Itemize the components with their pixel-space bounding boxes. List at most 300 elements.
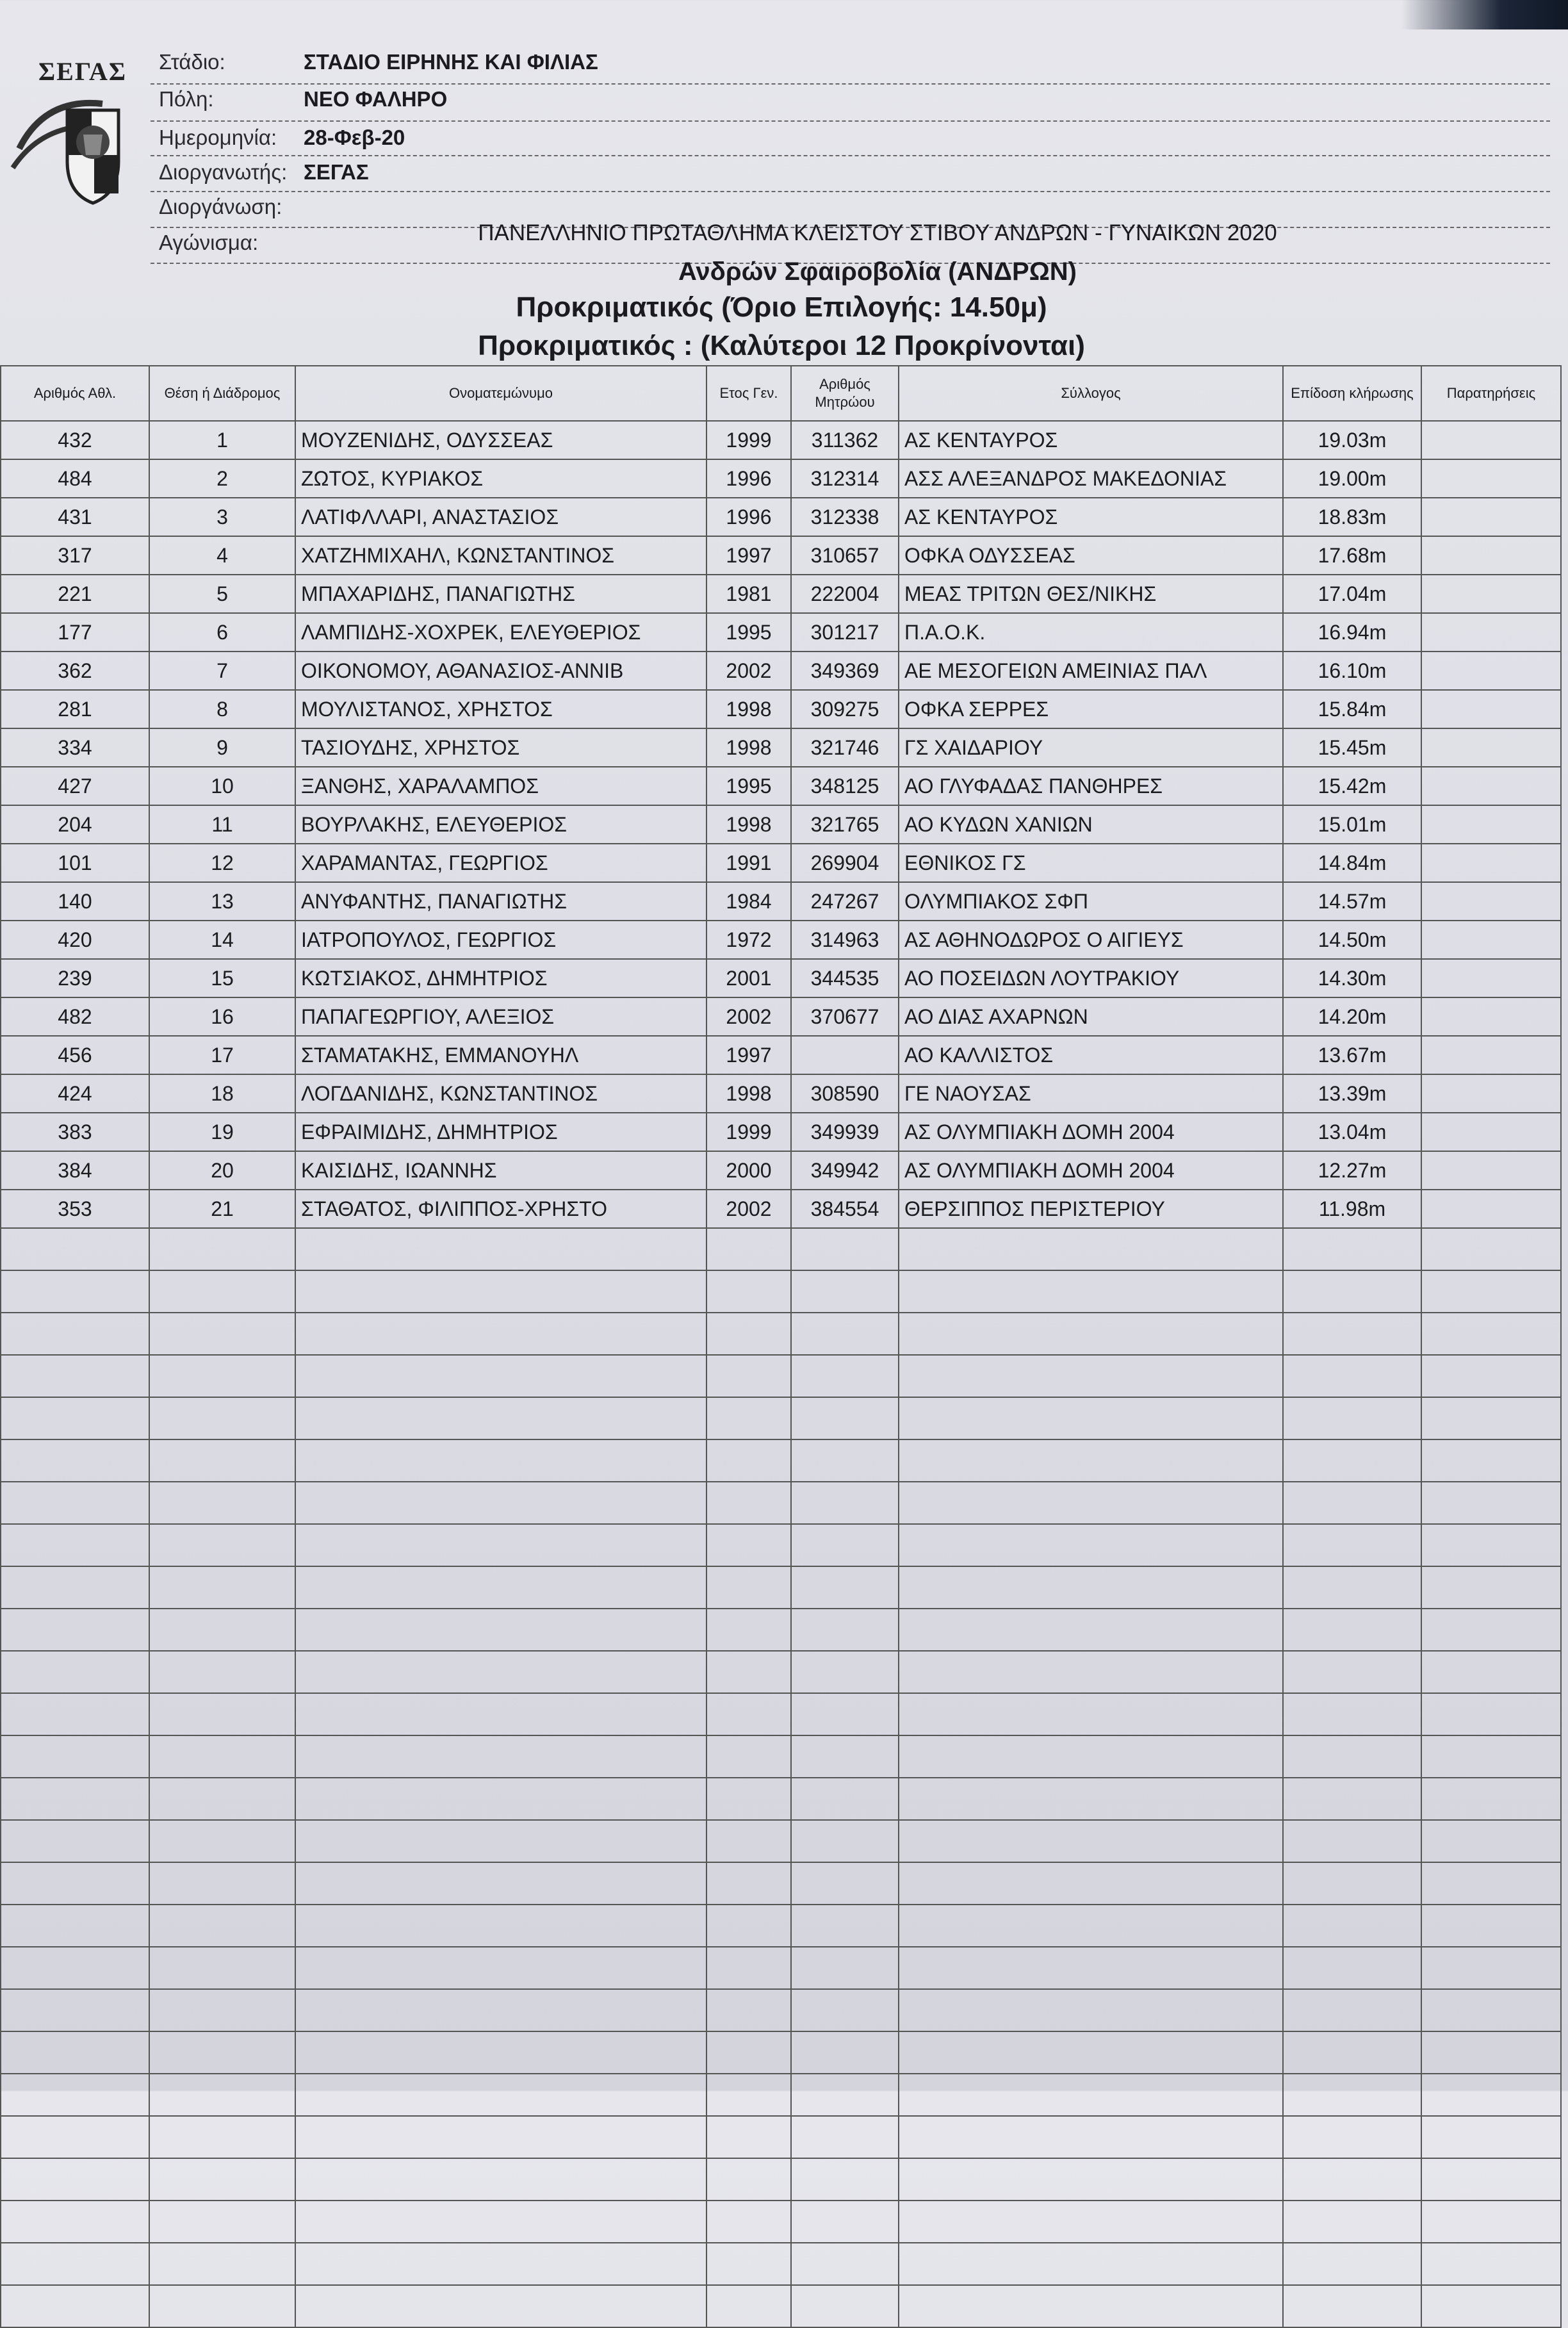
meta-divider — [151, 120, 1550, 123]
athlete-birth-year: 1998 — [706, 690, 791, 728]
athlete-club: ΑΣ ΑΘΗΝΟΔΩΡΟΣ Ο ΑΙΓΙΕΥΣ — [899, 921, 1283, 959]
table-row — [1, 1074, 1561, 1113]
athlete-birth-year: 1981 — [706, 575, 791, 613]
athlete-bib: 383 — [1, 1113, 149, 1151]
empty-cell — [1, 1524, 149, 1566]
empty-cell — [1421, 2201, 1561, 2243]
empty-cell — [149, 1524, 295, 1566]
table-row — [1, 882, 1561, 921]
athlete-club: ΑΕ ΜΕΣΟΓΕΙΩΝ ΑΜΕΙΝΙΑΣ ΠΑΛ — [899, 652, 1283, 690]
athlete-registration: 321746 — [791, 728, 899, 767]
athlete-club: ΕΘΝΙΚΟΣ ΓΣ — [899, 844, 1283, 882]
empty-table-row — [1, 1439, 1561, 1482]
empty-table-row — [1, 1693, 1561, 1735]
empty-cell — [791, 2074, 899, 2116]
athlete-club: ΟΦΚΑ ΣΕΡΡΕΣ — [899, 690, 1283, 728]
athlete-birth-year: 1998 — [706, 805, 791, 844]
athlete-position: 9 — [149, 728, 295, 767]
empty-cell — [791, 1820, 899, 1862]
empty-cell — [295, 2158, 706, 2201]
athlete-name: ΒΟΥΡΛΑΚΗΣ, ΕΛΕΥΘΕΡΙΟΣ — [295, 805, 706, 844]
col-header-notes: Παρατηρήσεις — [1421, 366, 1561, 421]
empty-cell — [1421, 1609, 1561, 1651]
empty-cell — [899, 1228, 1283, 1270]
table-row — [1, 1151, 1561, 1190]
athlete-bib: 101 — [1, 844, 149, 882]
empty-table-row — [1, 1313, 1561, 1355]
empty-cell — [706, 1989, 791, 2031]
table-row — [1, 1190, 1561, 1228]
table-row — [1, 690, 1561, 728]
date-label: Ημερομηνία: — [159, 126, 277, 149]
athlete-birth-year: 2002 — [706, 1190, 791, 1228]
empty-cell — [1421, 1313, 1561, 1355]
empty-cell — [791, 1270, 899, 1313]
athlete-mark: 15.42m — [1283, 767, 1421, 805]
meta-divider — [151, 83, 1550, 86]
athlete-club: ΘΕΡΣΙΠΠΟΣ ΠΕΡΙΣΤΕΡΙΟΥ — [899, 1190, 1283, 1228]
athlete-mark: 11.98m — [1283, 1190, 1421, 1228]
athlete-notes — [1421, 690, 1561, 728]
athlete-name: ΤΑΣΙΟΥΔΗΣ, ΧΡΗΣΤΟΣ — [295, 728, 706, 767]
athlete-mark: 14.84m — [1283, 844, 1421, 882]
empty-cell — [295, 1862, 706, 1905]
empty-cell — [149, 1778, 295, 1820]
athlete-position: 2 — [149, 459, 295, 498]
empty-cell — [791, 1947, 899, 1989]
organizer-label: Διοργανωτής: — [159, 160, 288, 184]
empty-cell — [706, 2201, 791, 2243]
empty-cell — [706, 1862, 791, 1905]
empty-cell — [899, 1693, 1283, 1735]
empty-table-row — [1, 2074, 1561, 2116]
athlete-mark: 14.57m — [1283, 882, 1421, 921]
athlete-club: ΑΣ ΟΛΥΜΠΙΑΚΗ ΔΟΜΗ 2004 — [899, 1113, 1283, 1151]
athlete-registration — [791, 1036, 899, 1074]
empty-cell — [1283, 1482, 1421, 1524]
athlete-club: ΑΣΣ ΑΛΕΞΑΝΔΡΟΣ ΜΑΚΕΔΟΝΙΑΣ — [899, 459, 1283, 498]
athlete-birth-year: 2001 — [706, 959, 791, 997]
athlete-notes — [1421, 997, 1561, 1036]
empty-cell — [1283, 2201, 1421, 2243]
empty-cell — [1283, 1989, 1421, 2031]
empty-cell — [706, 1735, 791, 1778]
athlete-birth-year: 1996 — [706, 498, 791, 536]
empty-cell — [1, 1482, 149, 1524]
empty-table-row — [1, 2158, 1561, 2201]
empty-cell — [899, 1989, 1283, 2031]
athlete-club: ΟΦΚΑ ΟΔΥΣΣΕΑΣ — [899, 536, 1283, 575]
empty-cell — [706, 1693, 791, 1735]
table-row — [1, 921, 1561, 959]
athlete-notes — [1421, 421, 1561, 459]
empty-cell — [1421, 1693, 1561, 1735]
empty-cell — [149, 1609, 295, 1651]
empty-cell — [791, 1693, 899, 1735]
athlete-notes — [1421, 613, 1561, 652]
empty-cell — [1421, 2285, 1561, 2327]
city-label: Πόλη: — [159, 87, 214, 111]
empty-cell — [899, 1397, 1283, 1439]
empty-cell — [791, 1778, 899, 1820]
empty-cell — [1283, 1228, 1421, 1270]
athlete-position: 7 — [149, 652, 295, 690]
athlete-mark: 17.04m — [1283, 575, 1421, 613]
athlete-bib: 140 — [1, 882, 149, 921]
empty-cell — [295, 2116, 706, 2158]
athlete-position: 20 — [149, 1151, 295, 1190]
empty-cell — [791, 1355, 899, 1397]
athlete-mark: 15.01m — [1283, 805, 1421, 844]
empty-cell — [899, 1482, 1283, 1524]
empty-cell — [149, 2074, 295, 2116]
athlete-bib: 221 — [1, 575, 149, 613]
organizer-value: ΣΕΓΑΣ — [304, 160, 369, 184]
empty-cell — [295, 2031, 706, 2074]
athlete-mark: 13.39m — [1283, 1074, 1421, 1113]
athlete-notes — [1421, 767, 1561, 805]
empty-cell — [899, 1651, 1283, 1693]
empty-cell — [149, 1693, 295, 1735]
athlete-bib: 427 — [1, 767, 149, 805]
athlete-bib: 384 — [1, 1151, 149, 1190]
empty-cell — [1283, 1693, 1421, 1735]
empty-cell — [149, 1355, 295, 1397]
empty-cell — [1283, 1778, 1421, 1820]
empty-cell — [149, 1228, 295, 1270]
athlete-mark: 15.84m — [1283, 690, 1421, 728]
athlete-name: ΑΝΥΦΑΝΤΗΣ, ΠΑΝΑΓΙΩΤΗΣ — [295, 882, 706, 921]
qualifying-limit: Προκριματικός (Όριο Επιλογής: 14.50μ) — [516, 291, 1047, 323]
athlete-mark: 14.30m — [1283, 959, 1421, 997]
competition-title: ΠΑΝΕΛΛΗΝΙΟ ΠΡΩΤΑΘΛΗΜΑ ΚΛΕΙΣΤΟΥ ΣΤΙΒΟΥ ΑΝΔΡΩΝ - ΓΥΝΑΙΚΩΝ 2020 — [478, 220, 1277, 245]
athlete-bib: 482 — [1, 997, 149, 1036]
empty-cell — [899, 1313, 1283, 1355]
empty-cell — [1283, 1524, 1421, 1566]
athlete-name: ΛΑΜΠΙΔΗΣ-ΧΟΧΡΕΚ, ΕΛΕΥΘΕΡΙΟΣ — [295, 613, 706, 652]
athlete-registration: 312314 — [791, 459, 899, 498]
empty-cell — [706, 1905, 791, 1947]
athlete-birth-year: 1996 — [706, 459, 791, 498]
empty-cell — [791, 2285, 899, 2327]
athlete-position: 19 — [149, 1113, 295, 1151]
athlete-position: 15 — [149, 959, 295, 997]
athlete-registration: 321765 — [791, 805, 899, 844]
empty-cell — [791, 2243, 899, 2285]
empty-table-row — [1, 2201, 1561, 2243]
athlete-position: 21 — [149, 1190, 295, 1228]
empty-cell — [899, 2031, 1283, 2074]
athlete-position: 17 — [149, 1036, 295, 1074]
athlete-registration: 348125 — [791, 767, 899, 805]
athlete-bib: 431 — [1, 498, 149, 536]
empty-cell — [1283, 1905, 1421, 1947]
empty-cell — [149, 1482, 295, 1524]
table-header-row — [1, 366, 1561, 421]
col-header-name: Ονοματεμώνυμο — [295, 366, 706, 421]
empty-cell — [1, 2201, 149, 2243]
empty-cell — [295, 1905, 706, 1947]
empty-cell — [899, 2116, 1283, 2158]
empty-cell — [1, 2116, 149, 2158]
empty-cell — [706, 1778, 791, 1820]
empty-cell — [1, 1313, 149, 1355]
athlete-birth-year: 1998 — [706, 1074, 791, 1113]
athlete-birth-year: 1997 — [706, 1036, 791, 1074]
empty-cell — [706, 1482, 791, 1524]
empty-cell — [899, 1947, 1283, 1989]
empty-cell — [149, 1947, 295, 1989]
athlete-position: 4 — [149, 536, 295, 575]
athlete-name: ΙΑΤΡΟΠΟΥΛΟΣ, ΓΕΩΡΓΙΟΣ — [295, 921, 706, 959]
athlete-birth-year: 2002 — [706, 997, 791, 1036]
stadium-label: Στάδιο: — [159, 50, 225, 74]
empty-cell — [899, 1566, 1283, 1609]
athlete-name: ΞΑΝΘΗΣ, ΧΑΡΑΛΑΜΠΟΣ — [295, 767, 706, 805]
empty-cell — [706, 2285, 791, 2327]
empty-table-row — [1, 2031, 1561, 2074]
empty-cell — [1, 1947, 149, 1989]
athlete-position: 18 — [149, 1074, 295, 1113]
empty-cell — [149, 1397, 295, 1439]
empty-cell — [295, 1693, 706, 1735]
athlete-registration: 269904 — [791, 844, 899, 882]
athlete-name: ΧΑΤΖΗΜΙΧΑΗΛ, ΚΩΝΣΤΑΝΤΙΝΟΣ — [295, 536, 706, 575]
empty-table-row — [1, 1947, 1561, 1989]
empty-cell — [1283, 2031, 1421, 2074]
empty-cell — [149, 2031, 295, 2074]
athlete-registration: 310657 — [791, 536, 899, 575]
empty-cell — [1283, 1947, 1421, 1989]
empty-cell — [1, 2158, 149, 2201]
empty-cell — [899, 1270, 1283, 1313]
segas-logo-text: ΣΕΓΑΣ — [38, 57, 127, 86]
empty-cell — [295, 1313, 706, 1355]
empty-cell — [1421, 1905, 1561, 1947]
col-header-club: Σύλλογος — [899, 366, 1283, 421]
empty-cell — [706, 2031, 791, 2074]
athlete-club: ΓΕ ΝΑΟΥΣΑΣ — [899, 1074, 1283, 1113]
table-row — [1, 575, 1561, 613]
empty-cell — [1421, 1524, 1561, 1566]
empty-cell — [1, 1693, 149, 1735]
meta-divider — [151, 155, 1550, 158]
athlete-name: ΛΟΓΔΑΝΙΔΗΣ, ΚΩΝΣΤΑΝΤΙΝΟΣ — [295, 1074, 706, 1113]
empty-cell — [1, 1439, 149, 1482]
empty-cell — [1421, 1820, 1561, 1862]
athlete-bib: 204 — [1, 805, 149, 844]
athlete-position: 6 — [149, 613, 295, 652]
meta-divider — [151, 191, 1550, 193]
athlete-birth-year: 1984 — [706, 882, 791, 921]
athlete-bib: 362 — [1, 652, 149, 690]
athlete-position: 12 — [149, 844, 295, 882]
empty-cell — [1421, 1947, 1561, 1989]
athlete-bib: 177 — [1, 613, 149, 652]
athlete-mark: 15.45m — [1283, 728, 1421, 767]
empty-cell — [899, 2243, 1283, 2285]
empty-cell — [706, 1947, 791, 1989]
table-row — [1, 767, 1561, 805]
empty-cell — [295, 1355, 706, 1397]
empty-cell — [706, 1228, 791, 1270]
athlete-notes — [1421, 844, 1561, 882]
athlete-bib: 484 — [1, 459, 149, 498]
table-row — [1, 459, 1561, 498]
results-table — [0, 365, 1562, 2328]
table-row — [1, 498, 1561, 536]
empty-cell — [1283, 2243, 1421, 2285]
table-row — [1, 959, 1561, 997]
empty-cell — [1, 1735, 149, 1778]
empty-cell — [1283, 1609, 1421, 1651]
empty-cell — [899, 1778, 1283, 1820]
table-row — [1, 844, 1561, 882]
athlete-position: 8 — [149, 690, 295, 728]
empty-table-row — [1, 1566, 1561, 1609]
empty-cell — [1421, 1482, 1561, 1524]
empty-cell — [899, 2201, 1283, 2243]
empty-cell — [149, 1439, 295, 1482]
empty-cell — [1, 1566, 149, 1609]
athlete-notes — [1421, 805, 1561, 844]
competition-label: Διοργάνωση: — [159, 195, 282, 218]
empty-cell — [1421, 1439, 1561, 1482]
athlete-club: Π.Α.Ο.Κ. — [899, 613, 1283, 652]
empty-table-row — [1, 1862, 1561, 1905]
empty-cell — [791, 1566, 899, 1609]
empty-cell — [295, 1270, 706, 1313]
empty-cell — [791, 1313, 899, 1355]
empty-cell — [1421, 1355, 1561, 1397]
empty-cell — [899, 1820, 1283, 1862]
empty-table-row — [1, 1609, 1561, 1651]
athlete-birth-year: 1991 — [706, 844, 791, 882]
athlete-name: ΖΩΤΟΣ, ΚΥΡΙΑΚΟΣ — [295, 459, 706, 498]
athlete-mark: 19.03m — [1283, 421, 1421, 459]
athlete-notes — [1421, 459, 1561, 498]
table-row — [1, 652, 1561, 690]
athlete-mark: 17.68m — [1283, 536, 1421, 575]
athlete-club: ΓΣ ΧΑΙΔΑΡΙΟΥ — [899, 728, 1283, 767]
event-label: Αγώνισμα: — [159, 231, 259, 254]
athlete-club: ΟΛΥΜΠΙΑΚΟΣ ΣΦΠ — [899, 882, 1283, 921]
empty-table-row — [1, 1820, 1561, 1862]
empty-cell — [791, 1228, 899, 1270]
athlete-mark: 14.20m — [1283, 997, 1421, 1036]
athlete-registration: 247267 — [791, 882, 899, 921]
athlete-position: 11 — [149, 805, 295, 844]
athlete-position: 16 — [149, 997, 295, 1036]
empty-cell — [1421, 1778, 1561, 1820]
athlete-notes — [1421, 728, 1561, 767]
athlete-registration: 349369 — [791, 652, 899, 690]
col-header-mark: Επίδοση κλήρωσης — [1283, 366, 1421, 421]
athlete-bib: 432 — [1, 421, 149, 459]
empty-cell — [791, 1651, 899, 1693]
athlete-birth-year: 2002 — [706, 652, 791, 690]
athlete-mark: 16.94m — [1283, 613, 1421, 652]
empty-cell — [1, 1989, 149, 2031]
empty-cell — [1421, 2031, 1561, 2074]
empty-cell — [791, 2031, 899, 2074]
empty-table-row — [1, 1524, 1561, 1566]
athlete-bib: 424 — [1, 1074, 149, 1113]
empty-cell — [1, 2285, 149, 2327]
empty-table-row — [1, 1355, 1561, 1397]
empty-cell — [899, 2074, 1283, 2116]
athlete-bib: 281 — [1, 690, 149, 728]
athlete-club: ΑΟ ΓΛΥΦΑΔΑΣ ΠΑΝΘΗΡΕΣ — [899, 767, 1283, 805]
empty-cell — [899, 2158, 1283, 2201]
empty-cell — [791, 1439, 899, 1482]
athlete-birth-year: 1995 — [706, 613, 791, 652]
empty-cell — [1283, 1270, 1421, 1313]
athlete-registration: 312338 — [791, 498, 899, 536]
empty-cell — [149, 1313, 295, 1355]
empty-cell — [1283, 1355, 1421, 1397]
athlete-registration: 384554 — [791, 1190, 899, 1228]
empty-cell — [295, 1439, 706, 1482]
empty-cell — [706, 2074, 791, 2116]
athlete-bib: 334 — [1, 728, 149, 767]
table-row — [1, 728, 1561, 767]
empty-table-row — [1, 1482, 1561, 1524]
empty-cell — [1283, 2158, 1421, 2201]
empty-cell — [295, 1989, 706, 2031]
empty-cell — [149, 1735, 295, 1778]
empty-cell — [1283, 1651, 1421, 1693]
empty-table-row — [1, 1651, 1561, 1693]
athlete-bib: 353 — [1, 1190, 149, 1228]
empty-cell — [706, 2116, 791, 2158]
date-value: 28-Φεβ-20 — [304, 126, 405, 149]
empty-cell — [706, 1313, 791, 1355]
athlete-name: ΛΑΤΙΦΛΛΑΡΙ, ΑΝΑΣΤΑΣΙΟΣ — [295, 498, 706, 536]
empty-cell — [295, 1228, 706, 1270]
empty-cell — [295, 1609, 706, 1651]
empty-cell — [899, 1905, 1283, 1947]
athlete-bib: 239 — [1, 959, 149, 997]
empty-cell — [1283, 2116, 1421, 2158]
col-header-position: Θέση ή Διάδρομος — [149, 366, 295, 421]
empty-table-row — [1, 1735, 1561, 1778]
table-row — [1, 613, 1561, 652]
empty-cell — [149, 2116, 295, 2158]
athlete-name: ΣΤΑΜΑΤΑΚΗΣ, ΕΜΜΑΝΟΥΗΛ — [295, 1036, 706, 1074]
empty-cell — [899, 1439, 1283, 1482]
athlete-bib: 456 — [1, 1036, 149, 1074]
empty-cell — [1421, 1270, 1561, 1313]
athlete-name: ΧΑΡΑΜΑΝΤΑΣ, ΓΕΩΡΓΙΟΣ — [295, 844, 706, 882]
athlete-mark: 14.50m — [1283, 921, 1421, 959]
table-row — [1, 536, 1561, 575]
empty-cell — [899, 1355, 1283, 1397]
empty-cell — [1, 1820, 149, 1862]
empty-cell — [899, 1862, 1283, 1905]
empty-cell — [295, 2074, 706, 2116]
athlete-birth-year: 1999 — [706, 1113, 791, 1151]
athlete-notes — [1421, 1074, 1561, 1113]
athlete-bib: 420 — [1, 921, 149, 959]
empty-cell — [791, 2116, 899, 2158]
empty-cell — [149, 2201, 295, 2243]
athlete-position: 13 — [149, 882, 295, 921]
empty-table-row — [1, 1905, 1561, 1947]
athlete-birth-year: 2000 — [706, 1151, 791, 1190]
athlete-mark: 12.27m — [1283, 1151, 1421, 1190]
empty-cell — [1, 1905, 149, 1947]
